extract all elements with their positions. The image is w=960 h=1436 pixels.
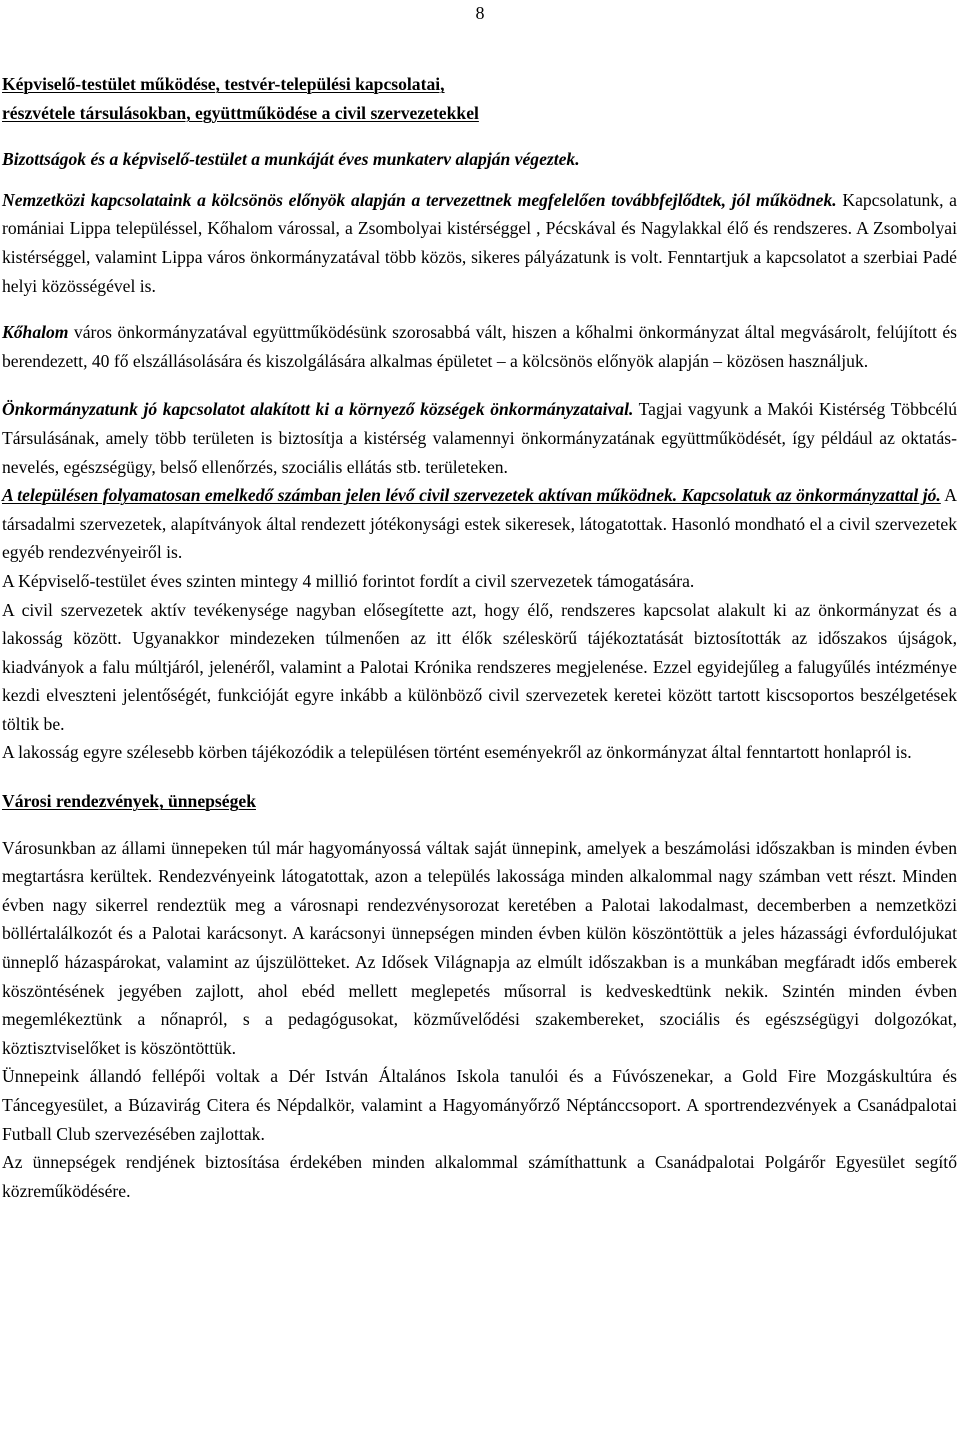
heading-line-2: részvétele társulásokban, együttműködése a civil szervezetekkel <box>2 102 479 123</box>
paragraph-events-security: Az ünnepségek rendjének biztosítása érdekében minden alkalommal számíthattunk a Csanádpalotai Polgárőr Egyesület segítő közreműködésére. <box>2 1152 957 1201</box>
spacer <box>2 767 957 787</box>
paragraph-international-relations <box>2 186 957 300</box>
spacer <box>2 127 957 145</box>
neighbouring-municipalities-emphasis: Önkormányzatunk jó kapcsolatot alakított ki a környező községek önkormányzataival. <box>2 399 634 420</box>
spacer <box>2 816 957 834</box>
spacer <box>2 375 957 395</box>
paragraph-committees <box>2 145 957 174</box>
paragraph-kohalom <box>2 318 957 375</box>
spacer <box>2 174 957 186</box>
paragraph-civil-support: A Képviselő-testület éves szinten mintegy 4 millió forintot fordít a civil szervezetek támogatására. <box>2 570 695 591</box>
spacer <box>2 300 957 318</box>
paragraph-civil-activity: A civil szervezetek aktív tevékenysége nagyban elősegítette azt, hogy élő, rendszeres kapcsolat alakult ki az önkormányzat és a lakosság között. Ugyanakkor mindezeken túlmenően az itt élők széleskörű tájékoztatását biztosították az időszakos újságok, kiadványok a falu múltjáról, jelenéről, valamint a Palotai Krónika rendszeres megjelenése. Ezzel egyidejűleg a falugyűlés intézménye kezdi elveszteni jelentőségét, funkcióját egyre inkább a különböző civil szervezetek keretei között tartott kiscsoportos beszélgetések töltik be. <box>2 599 957 734</box>
page-number: 8 <box>475 3 485 23</box>
paragraph-neighbouring-municipalities <box>2 395 957 481</box>
civil-organizations-text: A társadalmi szervezetek, alapítványok által rendezett jótékonysági estek sikeresek, látogatottak. Hasonló mondható el a civil szervezetek egyéb rendezvényeiről is. <box>2 485 957 563</box>
document-body <box>2 70 957 1205</box>
civil-organizations-emphasis: A településen folyamatosan emelkedő számban jelen lévő civil szervezetek aktívan működnek. Kapcsolatuk az önkormányzattal jó. <box>2 485 941 506</box>
international-relations-text: Kapcsolatunk, a romániai Lippa településsel, Kőhalom várossal, a Zsombolyai kistérséggel , Pécskával és Nagylakkal élő és rendszeres. A Zsombolyai kistérséggel, valamint Lippa város önkormányzatával több közös, sikeres pályázatunk is volt. Fenntartjuk a kapcsolatot a szerbiai Padé helyi közösségével is. <box>2 189 957 296</box>
heading-line-1: Képviselő-testület működése, testvér-települési kapcsolatai, <box>2 74 445 94</box>
paragraph-events-performers: Ünnepeink állandó fellépői voltak a Dér István Általános Iskola tanulói és a Fúvószenekar, a Gold Fire Mozgáskultúra és Táncegyesület, a Búzavirág Citera és Népdalkör, valamint a Hagyományőrző Néptánccsoport. A sportrendezvények a Csanádpalotai Futball Club szervezésében zajlottak. <box>2 1066 957 1144</box>
paragraph-committees-text: Bizottságok és a képviselő-testület a munkáját éves munkaterv alapján végeztek. <box>2 149 580 170</box>
neighbouring-municipalities-text: Tagjai vagyunk a Makói Kistérség Többcélú Társulásának, amely több területen is biztosítja a kistérség valamennyi önkormányzatának együttműködését, így például az oktatás-nevelés, egészségügy, belső ellenőrzés, szociális ellátás stb. területeken. <box>2 399 958 477</box>
paragraph-events-celebrations: Városunkban az állami ünnepeken túl már hagyományossá váltak saját ünnepink, amelyek a beszámolási időszakban is minden évben megtartásra kerültek. Rendezvényeink látogatottak, azon a település lakossága minden alkalommal nagy számban vett részt. Minden évben nagy sikerrel rendeztük meg a városnapi rendezvénysorozat keretében a Palotai lakodalmast, decemberben a nemzetközi böllértalálkozót és a Palotai karácsonyt. A karácsonyi ünnepségen minden évben külön köszöntöttük a jeles házassági évfordulójukat ünneplő házaspárokat, valamint az újszülötteket. Az Idősek Világnapja az elmúlt időszakban is a munkában megfáradt idős emberek köszöntésének jegyében zajlott, ahol ebéd mellett meglepetés műsorral is kedveskedtünk nekik. Szintén minden évben megemlékeztünk a nőnapról, s a pedagógusokat, közművelődési szakembereket, szociális és egészségügyi dolgozókat, köztisztviselőket is köszöntöttük. <box>2 837 957 1058</box>
section-title-events: Városi rendezvények, ünnepségek <box>2 791 256 812</box>
kohalom-emphasis: Kőhalom <box>2 322 69 343</box>
international-relations-emphasis: Nemzetközi kapcsolataink a kölcsönös előnyök alapján a tervezettnek megfelelően továbbfejlődtek, jól működnek. <box>2 189 837 210</box>
paragraph-civil-organizations <box>2 481 957 567</box>
paragraph-website: A lakosság egyre szélesebb körben tájékozódik a településen történt eseményekről az önkormányzat által fenntartott honlapról is. <box>2 742 912 763</box>
kohalom-text: város önkormányzatával együttműködésünk szorosabbá vált, hiszen a kőhalmi önkormányzat által megvásárolt, felújított és berendezett, 40 fő elszállásolására és kiszolgálására alkalmas épületet – a kölcsönös előnyök alapján – közösen használjuk. <box>2 322 957 371</box>
